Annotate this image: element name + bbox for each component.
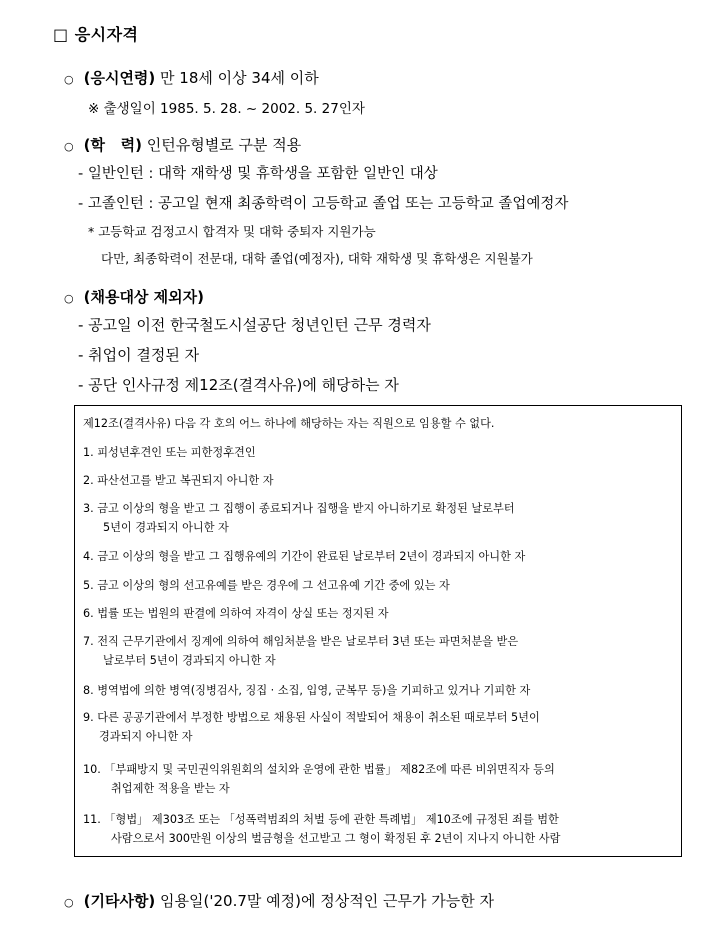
box-intro-line — [83, 415, 494, 431]
edu-item-general: - 일반인턴 : 대학 재학생 및 휴학생을 포함한 일반인 대상 — [78, 166, 438, 182]
bullet-circle-icon: ○ — [64, 140, 74, 153]
edu-item-highschool: - 고졸인턴 : 공고일 현재 최종학력이 고등학교 졸업 또는 고등학교 졸업예정자 — [78, 196, 569, 212]
box-item-3-cont: 5년이 경과되지 아니한 자 — [103, 521, 229, 534]
bullet-circle-icon: ○ — [64, 292, 74, 305]
box-item-10-cont: 취업제한 적용을 받는 자 — [111, 782, 230, 795]
edu-text: 인턴유형별로 구분 적용 — [141, 136, 302, 154]
box-item-9: 9. 다른 공공기관에서 부정한 방법으로 채용된 사실이 적발되어 채용이 취소된 때로부터 5년이 — [83, 711, 540, 724]
edu-note-1: * 고등학교 검정고시 합격자 및 대학 중퇴자 지원가능 — [88, 224, 376, 239]
box-item-1: 1. 피성년후견인 또는 피한정후견인 — [83, 446, 256, 459]
box-item-6: 6. 법률 또는 법원의 판결에 의하여 자격이 상실 또는 정지된 자 — [83, 607, 389, 620]
box-item-5: 5. 금고 이상의 형의 선고유예를 받은 경우에 그 선고유예 기간 중에 있는 자 — [83, 579, 450, 592]
excl-item: - 공고일 이전 한국철도시설공단 청년인턴 근무 경력자 — [78, 316, 431, 334]
edu-label: (학 력) — [83, 136, 142, 154]
box-item-7: 7. 전직 근무기관에서 징계에 의하여 해임처분을 받은 날로부터 3년 또는 파면처분을 받은 — [83, 635, 519, 648]
excl-row — [64, 286, 204, 307]
edu-note-2: 다만, 최종학력이 전문대, 대학 졸업(예정자), 대학 재학생 및 휴학생은 지원불가 — [101, 251, 533, 266]
bullet-circle-icon: ○ — [64, 73, 74, 86]
age-label: (응시연령) — [83, 69, 156, 87]
section-heading: □ 응시자격 — [53, 25, 139, 44]
box-intro: 다음 각 호의 어느 하나에 해당하는 자는 직원으로 임용할 수 없다. — [170, 417, 495, 430]
excl-item: - 취업이 결정된 자 — [78, 346, 200, 364]
etc-label: (기타사항) — [83, 892, 156, 910]
excl-item: - 공단 인사규정 제12조(결격사유)에 해당하는 자 — [78, 376, 399, 394]
disqualification-box — [74, 405, 682, 857]
box-item-7-cont: 날로부터 5년이 경과되지 아니한 자 — [103, 654, 276, 667]
box-item-4: 4. 금고 이상의 형을 받고 그 집행유예의 기간이 완료된 날로부터 2년이 경과되지 아니한 자 — [83, 550, 526, 563]
box-title: 제12조(결격사유) — [83, 417, 171, 430]
box-item-8: 8. 병역법에 의한 병역(징병검사, 징집 · 소집, 입영, 군복무 등)을 기피하고 있거나 기피한 자 — [83, 684, 531, 697]
box-item-10: 10. 「부패방지 및 국민권익위원회의 설치와 운영에 관한 법률」 제82조에 따른 비위면직자 등의 — [83, 763, 555, 776]
box-item-11-cont: 사람으로서 300만원 이상의 벌금형을 선고받고 그 형이 확정된 후 2년이 지나지 아니한 사람 — [111, 832, 561, 845]
box-item-9-cont: 경과되지 아니한 자 — [99, 730, 193, 743]
box-item-3: 3. 금고 이상의 형을 받고 그 집행이 종료되거나 집행을 받지 아니하기로 확정된 날로부터 — [83, 502, 515, 515]
box-item-2: 2. 파산선고를 받고 복권되지 아니한 자 — [83, 474, 274, 487]
age-text: 만 18세 이상 34세 이하 — [155, 69, 319, 87]
age-row — [64, 67, 319, 88]
box-item-11: 11. 「형법」 제303조 또는 「성폭력범죄의 처벌 등에 관한 특례법」 제10조에 규정된 죄를 범한 — [83, 813, 559, 826]
excl-label: (채용대상 제외자) — [83, 288, 204, 306]
age-note: ※ 출생일이 1985. 5. 28. ~ 2002. 5. 27인자 — [88, 101, 365, 117]
bullet-circle-icon: ○ — [64, 896, 74, 909]
etc-text: 임용일('20.7말 예정)에 정상적인 근무가 가능한 자 — [155, 892, 494, 910]
etc-row — [64, 890, 494, 911]
edu-row — [64, 134, 301, 155]
